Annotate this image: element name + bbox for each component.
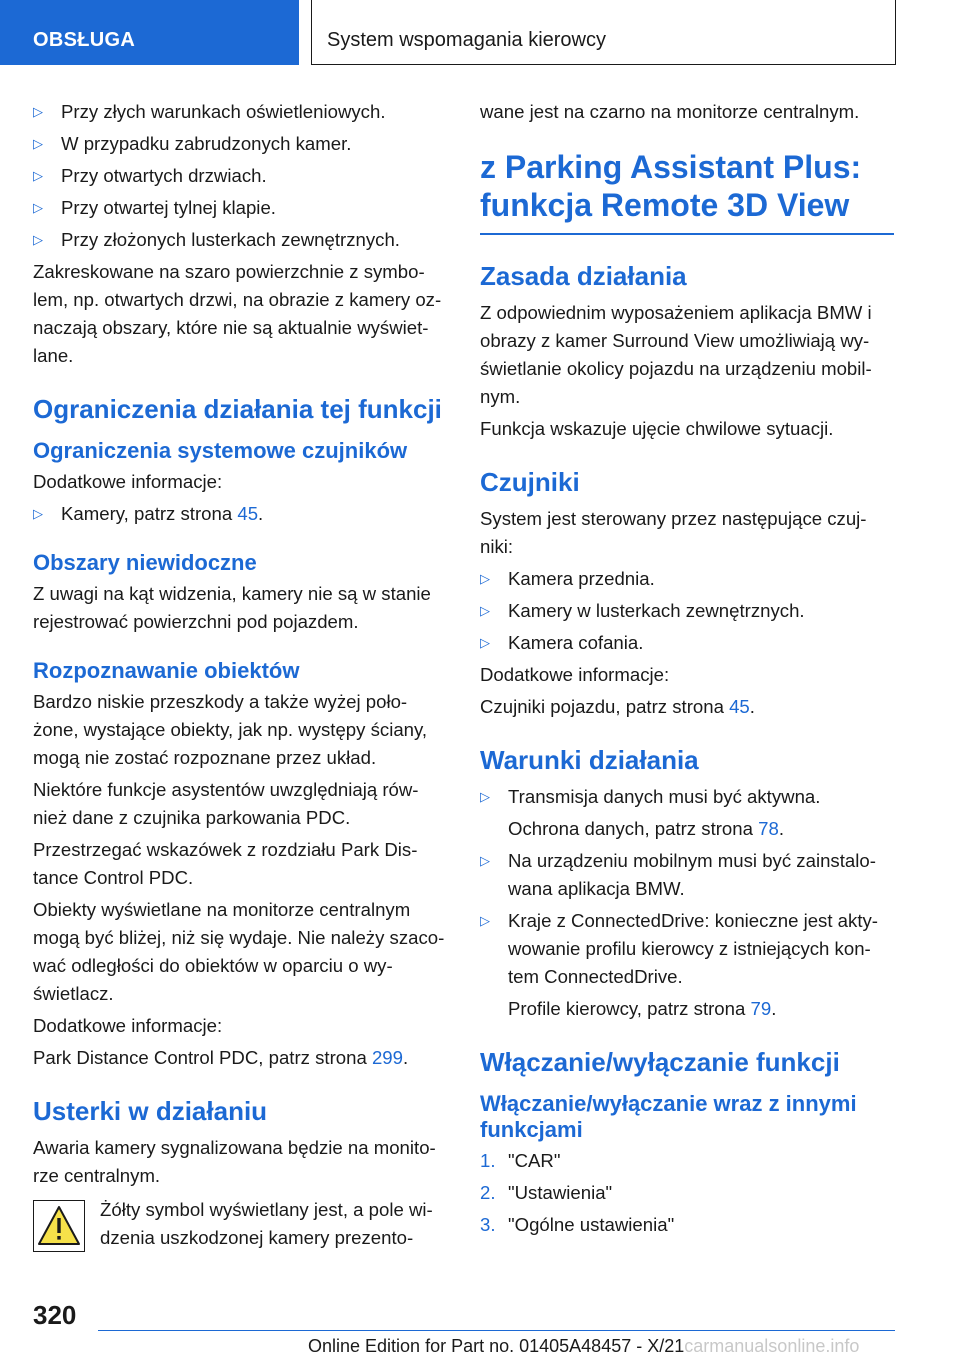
page-link[interactable]: 78 — [758, 818, 779, 839]
list-item — [33, 98, 447, 126]
list-item-text: Kamery, patrz strona — [61, 503, 238, 524]
faults-paragraph: Awaria kamery sygnalizowana będzie na monito-rze centralnym. — [33, 1137, 436, 1186]
warning-note — [33, 1196, 447, 1252]
list-item-text: Kamera cofania. — [508, 632, 644, 653]
list-item-text: Przy złych warunkach oświetleniowych. — [61, 101, 386, 122]
step-text: "Ogólne ustawienia" — [508, 1214, 675, 1235]
page-link[interactable]: 299 — [371, 1047, 403, 1068]
list-subitem-text: Profile kierowcy, patrz strona — [508, 998, 751, 1019]
list-item — [33, 130, 447, 158]
list-item — [33, 162, 447, 190]
section-label: OBSŁUGA — [33, 29, 136, 51]
bullet-triangle-icon: ▷ — [33, 232, 43, 247]
extra-info-label: Dodatkowe informacje: — [33, 1015, 223, 1036]
bullet-triangle-icon: ▷ — [480, 913, 490, 928]
step-number: 1. — [480, 1150, 496, 1171]
list-item — [33, 194, 447, 222]
pdc-reference-text: Park Distance Control PDC, patrz strona — [33, 1047, 372, 1068]
principle-paragraph: Funkcja wskazuje ujęcie chwilowe sytuacji. — [480, 418, 834, 439]
sensors-paragraph: System jest sterowany przez następujące czuj-niki: — [480, 508, 867, 557]
list-item-text: Transmisja danych musi być aktywna. — [508, 786, 821, 807]
blind-areas-paragraph: Z uwagi na kąt widzenia, kamery nie są w stanie rejestrować powierzchni pod pojazdem. — [33, 583, 431, 632]
chapter-title-box — [311, 0, 896, 65]
step-item — [480, 1211, 894, 1239]
step-text: "Ustawienia" — [508, 1182, 613, 1203]
heading-limits: Ograniczenia działania tej funkcji — [33, 394, 442, 424]
section-tab — [0, 0, 299, 65]
list-item-text: Kraje z ConnectedDrive: konieczne jest akty-wowanie profilu kierowcy z istniejących kon-tem ConnectedDrive. — [508, 910, 878, 987]
recognition-paragraph: Niektóre funkcje asystentów uwzględniają rów-nież dane z czujnika parkowania PDC. — [33, 779, 419, 828]
recognition-paragraph: Bardzo niskie przeszkody a także wyżej poło-żone, wystające obiekty, jak np. występy ściany, mogą nie zostać rozpoznane przez układ. — [33, 691, 428, 768]
principle-paragraph: Z odpowiednim wyposażeniem aplikacja BMW i obrazy z kamer Surround View umożliwiają wy-świetlanie okolicy pojazdu na urządzeniu mobil-nym. — [480, 302, 872, 407]
recognition-paragraph: Przestrzegać wskazówek z rozdziału Park Dis-tance Control PDC. — [33, 839, 418, 888]
list-item — [480, 629, 894, 657]
bullet-triangle-icon: ▷ — [480, 603, 490, 618]
list-item-text: Przy otwartej tylnej klapie. — [61, 197, 276, 218]
page-link[interactable]: 79 — [750, 998, 772, 1019]
vehicle-sensors-text: Czujniki pojazdu, patrz strona — [480, 696, 730, 717]
list-item-text: Przy złożonych lusterkach zewnętrznych. — [61, 229, 400, 250]
footer-edition-text: Online Edition for Part no. 01405A48457 - X/21 — [308, 1336, 685, 1356]
step-item — [480, 1147, 894, 1175]
pdc-reference: Park Distance Control PDC, patrz strona 299. — [33, 1047, 409, 1068]
list-item-text: Na urządzeniu mobilnym musi być zainstalo-wana aplikacja BMW. — [508, 850, 876, 899]
list-subitem: Ochrona danych, patrz strona 78. — [508, 818, 784, 839]
chapter-heading: z Parking Assistant Plus: funkcja Remote 3D View — [480, 148, 894, 235]
list-subitem: Profile kierowcy, patrz strona 79. — [508, 998, 777, 1019]
list-item-text: W przypadku zabrudzonych kamer. — [61, 133, 352, 154]
bullet-triangle-icon: ▷ — [33, 506, 43, 521]
list-item — [480, 597, 894, 625]
page-number: 320 — [33, 1300, 77, 1330]
heading-sensors: Czujniki — [480, 467, 580, 497]
extra-info-label: Dodatkowe informacje: — [480, 664, 670, 685]
bullet-triangle-icon: ▷ — [33, 104, 43, 119]
heading-conditions: Warunki działania — [480, 745, 699, 775]
bullet-triangle-icon: ▷ — [33, 136, 43, 151]
list-item — [480, 907, 894, 991]
heading-sensor-limits: Ograniczenia systemowe czujników — [33, 438, 408, 463]
list-item: ▷ Kamery, patrz strona 45. — [33, 500, 447, 528]
step-item — [480, 1179, 894, 1207]
list-item — [480, 783, 894, 811]
step-number: 3. — [480, 1214, 496, 1235]
vehicle-sensors-reference: Czujniki pojazdu, patrz strona 45. — [480, 696, 755, 717]
bullet-triangle-icon: ▷ — [480, 635, 490, 650]
bullet-triangle-icon: ▷ — [480, 789, 490, 804]
heading-on-off: Włączanie/wyłączanie funkcji — [480, 1047, 840, 1077]
list-item — [480, 847, 894, 903]
page-link[interactable]: 45 — [237, 503, 259, 524]
list-subitem-text: Ochrona danych, patrz strona — [508, 818, 759, 839]
heading-faults: Usterki w działaniu — [33, 1096, 268, 1126]
footer-edition — [308, 1336, 859, 1357]
warning-note-text: Żółty symbol wyświetlany jest, a pole wi-dzenia uszkodzonej kamery prezento- — [100, 1199, 433, 1248]
heading-on-off-with-others: Włączanie/wyłączanie wraz z innymi funkcjami — [480, 1091, 857, 1142]
heading-object-recognition: Rozpoznawanie obiektów — [33, 658, 300, 683]
list-item — [480, 565, 894, 593]
watermark: carmanualsonline.info — [684, 1336, 860, 1356]
left-column — [33, 98, 447, 1252]
bullet-triangle-icon: ▷ — [33, 200, 43, 215]
recognition-paragraph: Obiekty wyświetlane na monitorze centralnym mogą być bliżej, niż się wydaje. Nie należy szaco-wać odległości do obiektów w oparciu o wy-świetlacz. — [33, 899, 445, 1004]
list-item-text: Kamery w lusterkach zewnętrznych. — [508, 600, 805, 621]
bullet-triangle-icon: ▷ — [480, 853, 490, 868]
footer-divider — [98, 1330, 895, 1331]
bullet-triangle-icon: ▷ — [480, 571, 490, 586]
list-item-text: Przy otwartych drzwiach. — [61, 165, 267, 186]
hatched-areas-paragraph: Zakreskowane na szaro powierzchnie z symbo-lem, np. otwartych drzwi, na obrazie z kamery oz-naczają obszary, które nie są aktualnie wyświet-lane. — [33, 261, 442, 366]
list-item — [33, 226, 447, 254]
warning-triangle-icon — [33, 1200, 85, 1252]
continued-paragraph: wane jest na czarno na monitorze centralnym. — [480, 101, 860, 122]
list-item-text: Kamera przednia. — [508, 568, 655, 589]
heading-blind-areas: Obszary niewidoczne — [33, 550, 257, 575]
heading-principle: Zasada działania — [480, 261, 687, 291]
right-column — [480, 98, 894, 1243]
extra-info-label: Dodatkowe informacje: — [33, 471, 223, 492]
bullet-triangle-icon: ▷ — [33, 168, 43, 183]
page-link[interactable]: 45 — [729, 696, 750, 717]
step-number: 2. — [480, 1182, 496, 1203]
step-text: "CAR" — [508, 1150, 561, 1171]
chapter-title: System wspomagania kierowcy — [327, 29, 606, 51]
